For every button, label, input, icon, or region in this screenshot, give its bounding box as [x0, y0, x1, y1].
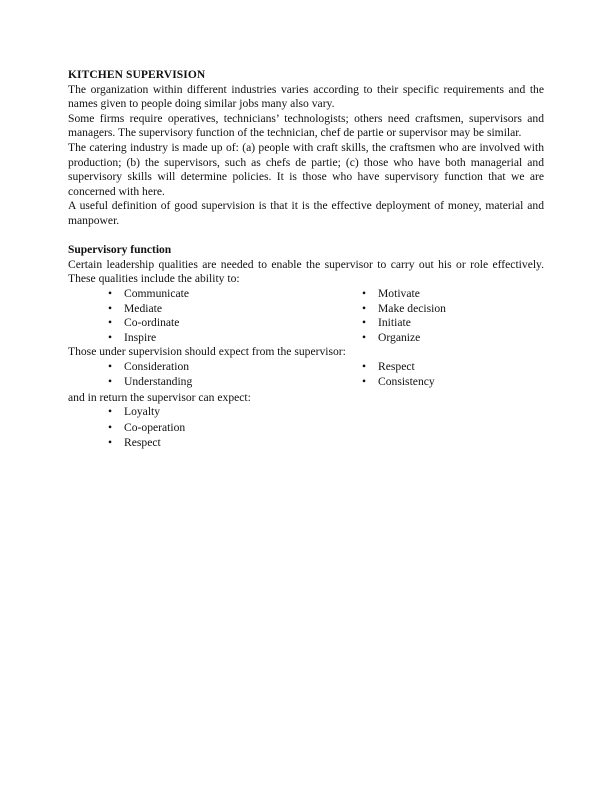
list-item	[68, 436, 544, 451]
list-item-right	[362, 360, 415, 375]
list-item-label: Inspire	[124, 330, 157, 344]
list-item-label: Co-ordinate	[124, 316, 180, 330]
intro-paragraph-1: The organization within different industries varies according to their specific requirements and the names given to people doing similar jobs many also vary.	[68, 82, 544, 111]
bullet-icon: •	[108, 405, 113, 419]
section-heading-supervisory-function: Supervisory function	[68, 244, 172, 257]
bullet-icon: •	[362, 286, 367, 300]
intro-paragraph-2: Some firms require operatives, technicians’ technologists; others need craftsmen, supervisors and managers. The supervisory function of the technician, chef de partie or supervisor may be similar.	[68, 111, 544, 140]
list-item	[68, 375, 544, 390]
list-item-label: Communicate	[124, 286, 190, 300]
list-item-left	[108, 375, 192, 390]
list-item-label: Co-operation	[124, 420, 186, 434]
list-item	[68, 405, 544, 420]
list-item-left	[108, 405, 160, 420]
list-item-label: Loyalty	[124, 405, 161, 419]
bullet-icon: •	[362, 330, 367, 344]
section-lead-paragraph: Certain leadership qualities are needed to enable the supervisor to carry out his or role effectively. These qualities include the ability to:	[68, 257, 544, 286]
list-item	[68, 316, 544, 331]
list-item-left	[108, 302, 162, 317]
bullet-icon: •	[108, 316, 113, 330]
list-item-label: Respect	[378, 359, 415, 373]
list-item	[68, 331, 544, 346]
bullet-icon: •	[108, 436, 113, 450]
paragraph-spacer	[68, 229, 544, 244]
bullet-icon: •	[108, 375, 113, 389]
list-item-label: Make decision	[378, 301, 446, 315]
list-item-left	[108, 436, 161, 451]
list-item-left	[108, 360, 189, 375]
list-item-label: Organize	[378, 330, 421, 344]
list-item	[68, 302, 544, 317]
list-item-left	[108, 316, 179, 331]
list-item-label: Consistency	[378, 375, 435, 389]
bullet-icon: •	[108, 330, 113, 344]
bullet-icon: •	[362, 316, 367, 330]
list-item-label: Consideration	[124, 359, 190, 373]
intro-paragraph-4: A useful definition of good supervision is that it is the effective deployment of money, material and manpower.	[68, 199, 544, 227]
bullet-icon: •	[362, 375, 367, 389]
intro-paragraph-3: The catering industry is made up of: (a) people with craft skills, the craftsmen who are involved with production; (b) the supervisors, such as chefs de partie; (c) those who have both managerial and supervisory skills will determine policies. It is those who have supervisory function that we are concerned with here.	[68, 140, 544, 198]
list-item-left	[108, 331, 156, 346]
list-item-right	[362, 287, 420, 302]
list-item	[68, 360, 544, 375]
expect-from-supervisor-list	[68, 360, 544, 391]
bullet-icon: •	[108, 301, 113, 315]
list-item-label: Respect	[124, 436, 161, 450]
bullet-icon: •	[108, 359, 113, 373]
bullet-icon: •	[362, 359, 367, 373]
list-item-right	[362, 375, 435, 390]
list-item-label: Understanding	[124, 375, 193, 389]
list-item-label: Mediate	[124, 301, 162, 315]
bullet-icon: •	[362, 301, 367, 315]
qualities-list	[68, 287, 544, 345]
list-item-right	[362, 302, 446, 317]
bullet-icon: •	[108, 286, 113, 300]
list-item	[68, 287, 544, 302]
expect-from-supervisor-intro: Those under supervision should expect from the supervisor:	[68, 345, 346, 359]
bullet-icon: •	[108, 420, 113, 434]
list-item-right	[362, 316, 411, 331]
list-item-label: Initiate	[378, 316, 411, 330]
page-title: KITCHEN SUPERVISION	[68, 69, 206, 81]
list-item-left	[108, 287, 189, 302]
list-item	[68, 421, 544, 436]
supervisor-can-expect-intro: and in return the supervisor can expect:	[68, 390, 251, 404]
list-item-right	[362, 331, 420, 346]
list-item-left	[108, 421, 185, 436]
document-body	[68, 68, 544, 451]
supervisor-can-expect-list	[68, 405, 544, 451]
list-item-label: Motivate	[378, 286, 420, 300]
